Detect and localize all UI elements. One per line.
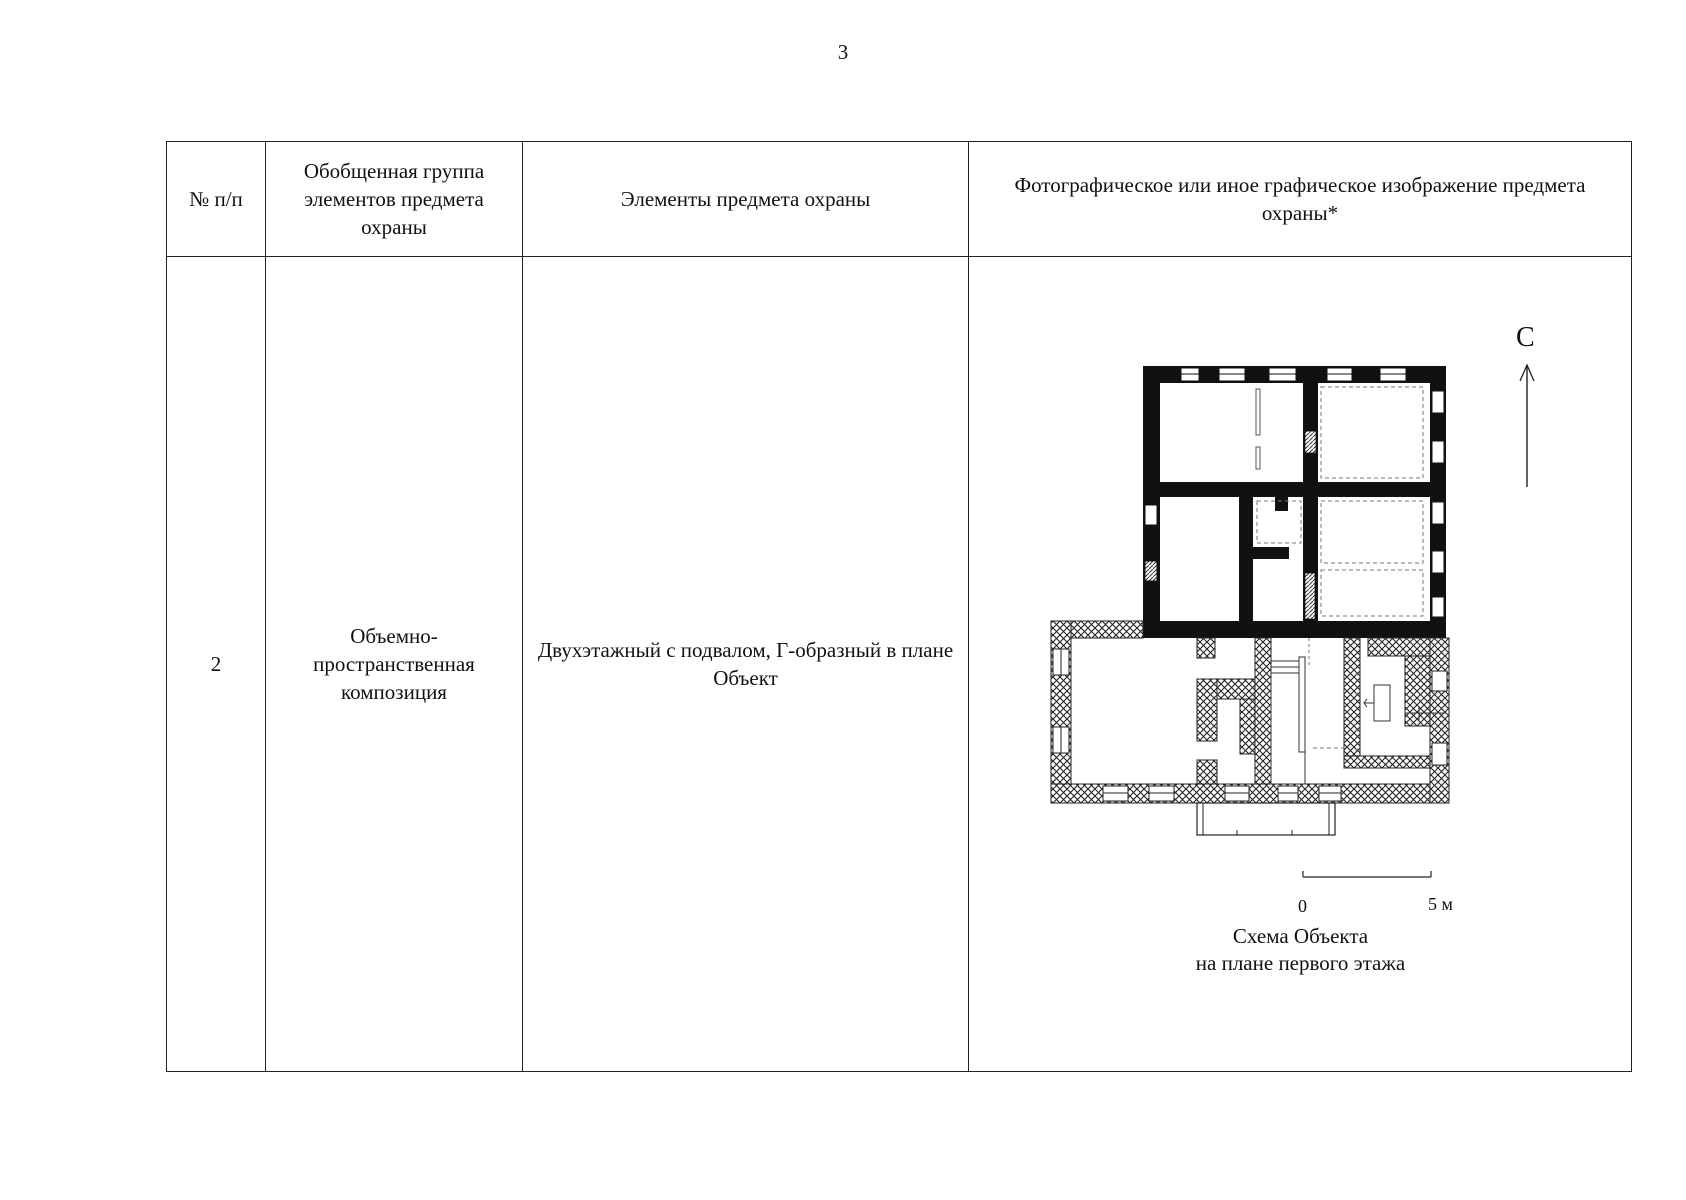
row-image-cell — [969, 257, 1632, 1072]
row-number: 2 — [167, 257, 266, 1072]
table-row — [167, 257, 1632, 1072]
table-header-row — [167, 142, 1632, 257]
figure-caption-line2: на плане первого этажа — [1195, 951, 1406, 975]
figure-caption-line1: Схема Объекта — [1232, 924, 1369, 948]
scale-bar — [1303, 871, 1431, 877]
floor-plan-figure — [969, 257, 1632, 1072]
header-group: Обобщенная группа элементов предмета охраны — [266, 142, 523, 257]
north-label: С — [1516, 322, 1535, 353]
scale-end-label: 5 м — [1428, 894, 1453, 914]
protection-table — [166, 141, 1632, 1072]
north-wing — [1143, 366, 1446, 638]
page-number: 3 — [837, 40, 849, 64]
scale-start-label: 0 — [1298, 896, 1307, 916]
south-wing — [1051, 621, 1449, 835]
row-elements: Двухэтажный с подвалом, Г-образный в плане Объект — [523, 257, 969, 1072]
header-elements: Элементы предмета охраны — [523, 142, 969, 257]
header-number: № п/п — [167, 142, 266, 257]
row-group: Объемно-пространственная композиция — [266, 257, 523, 1072]
header-image: Фотографическое или иное графическое изображение предмета охраны* — [969, 142, 1632, 257]
north-arrow-icon — [1520, 365, 1534, 487]
